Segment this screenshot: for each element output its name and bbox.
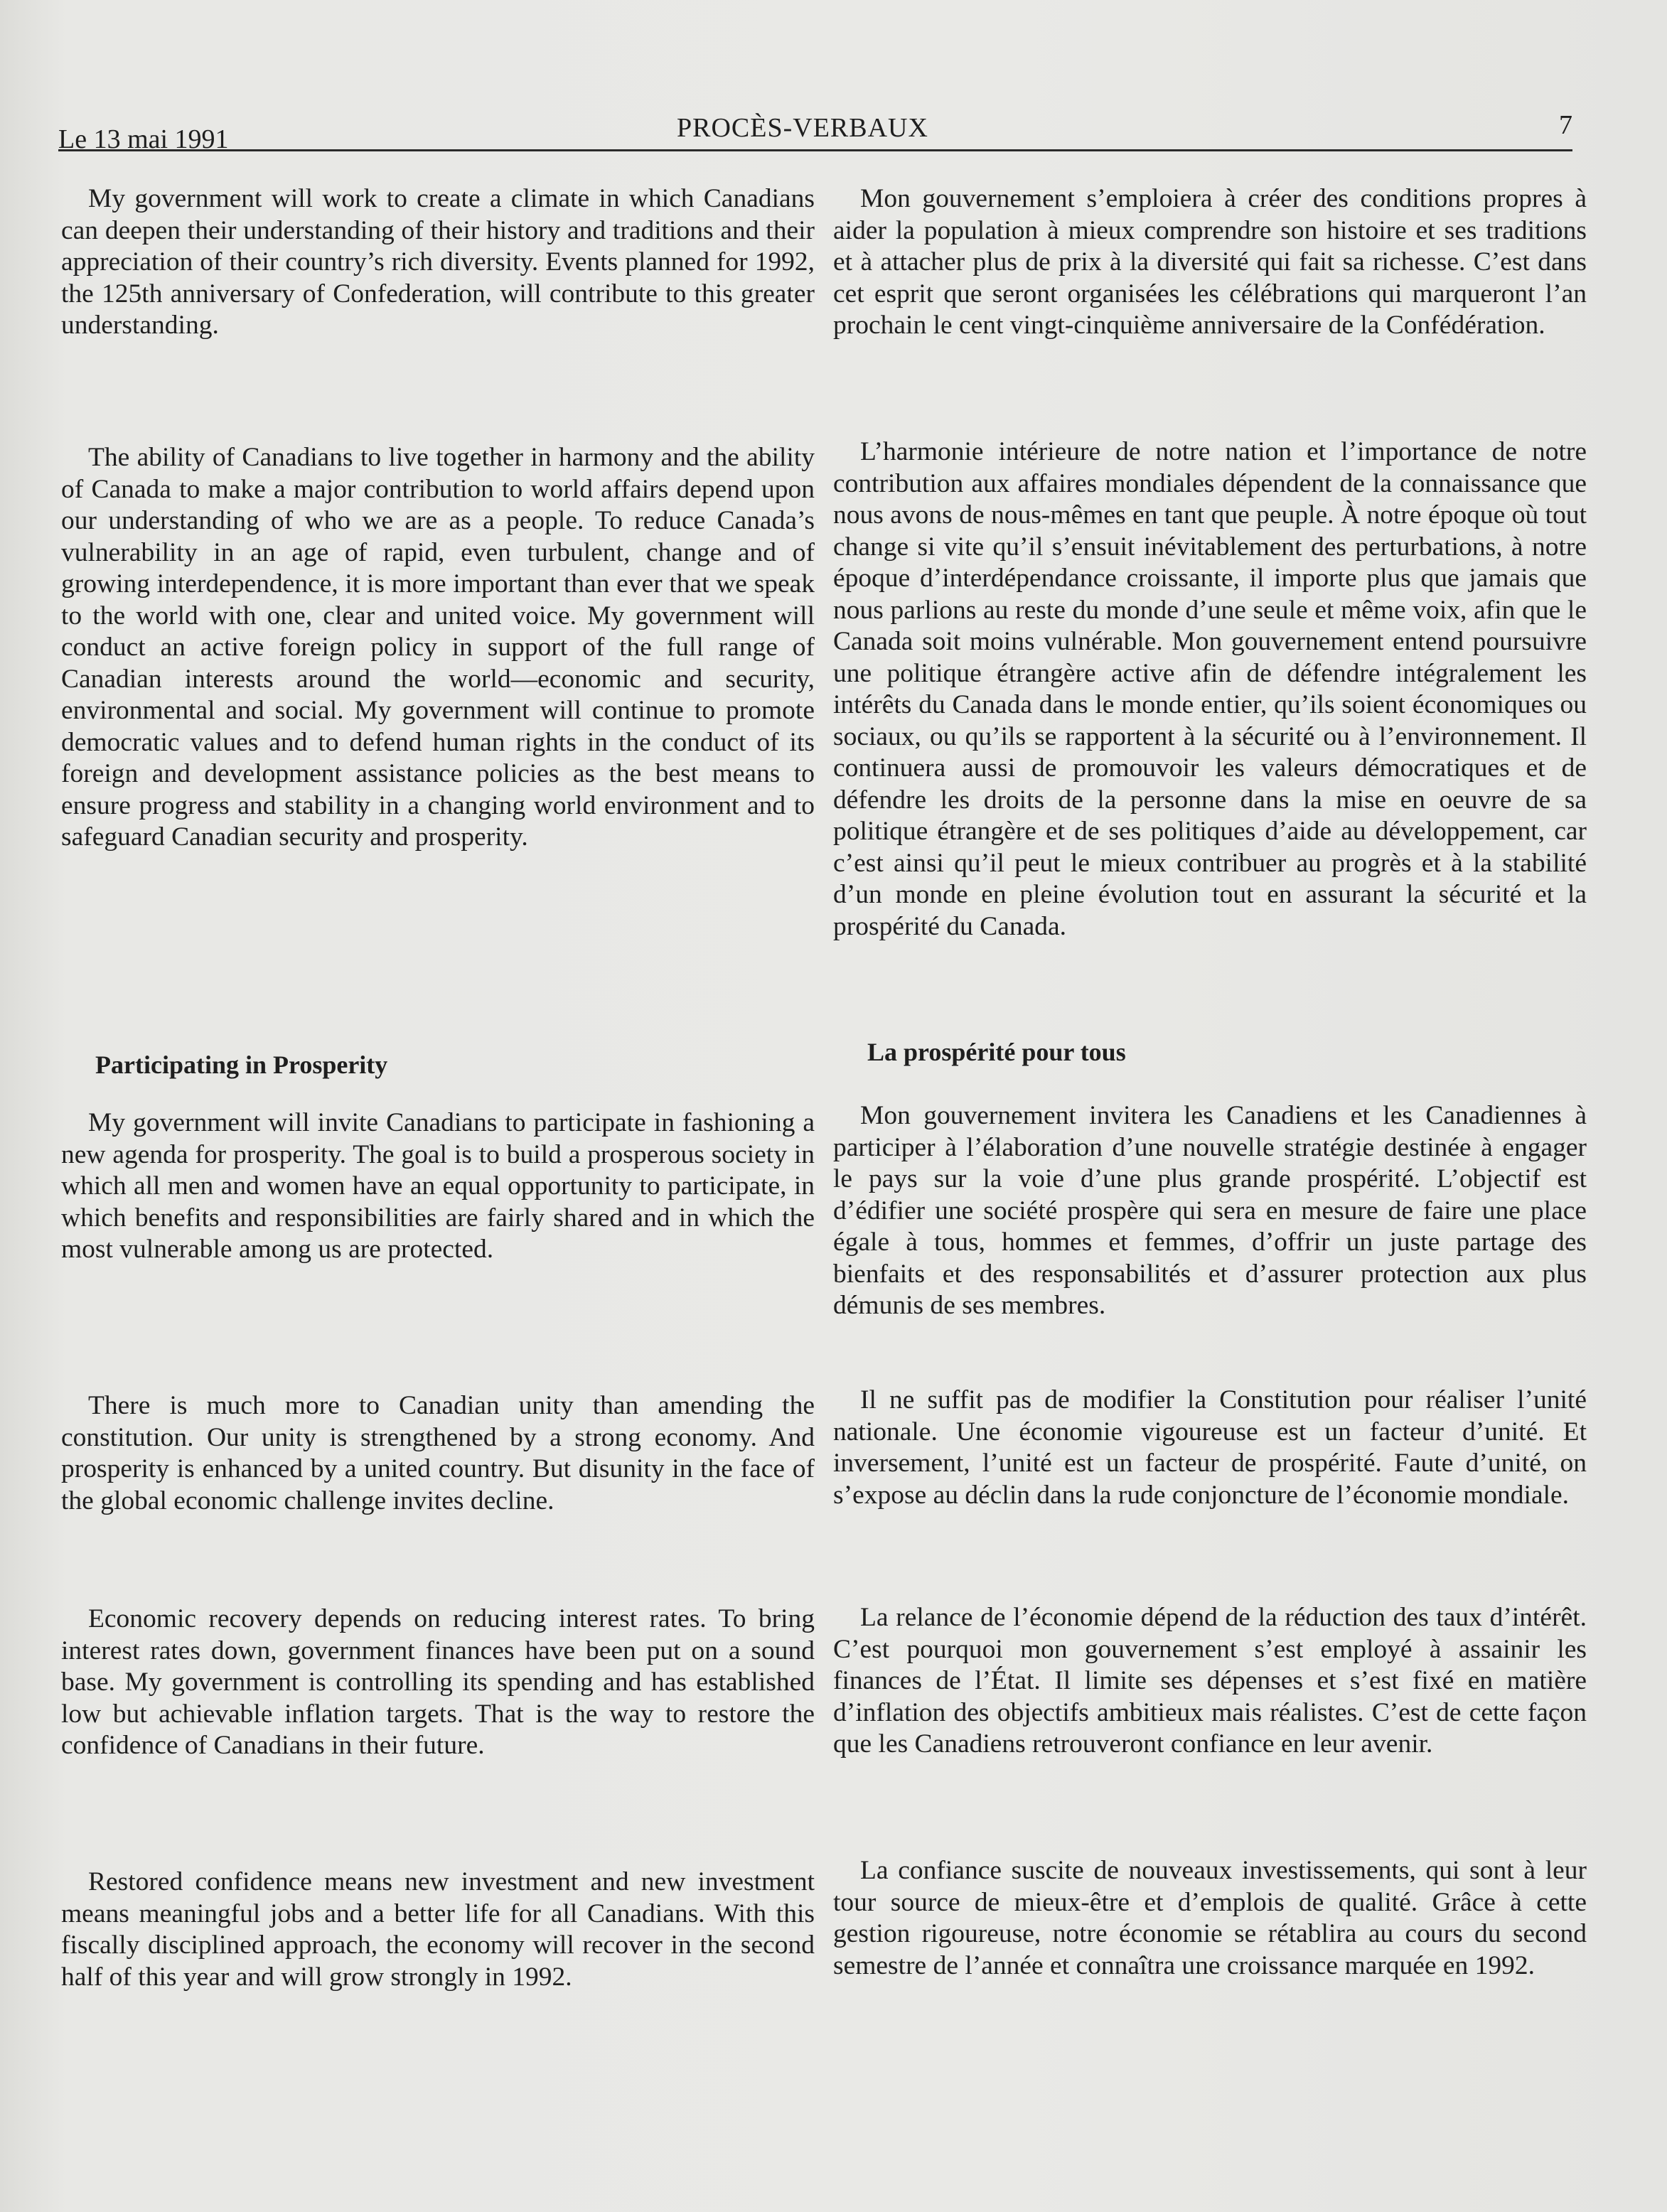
en-section-heading: Participating in Prosperity [95,1051,388,1079]
en-paragraph-2: The ability of Canadians to live together in harmony and the ability of Canada to make a major contribution to world affairs depend upon our understanding of who we are as a people. To reduce Canada’s vulnerability in an age of rapid, even turbulent, change and of growing interdependence, it is more important than ever that we speak to the world with one, clear and united voice. My government will conduct an active foreign policy in support of the full range of Canadian interests around the world—economic and security, environmental and social. My government will continue to promote democratic values and to defend human rights in the conduct of its foreign and development assistance policies as the best means to ensure progress and stability in a changing world environment and to safeguard Canadian security and prosperity. [61,443,815,852]
fr-paragraph-1: Mon gouvernement s’emploiera à créer des conditions propres à aider la population à mieux comprendre son histoire et ses traditions et à attacher plus de prix à la diversité qui fait sa richesse. C’est dans cet esprit que seront organisées les célébrations qui marqueront l’an prochain le cent vingt-cinquième anniversaire de la Confédération. [833,184,1587,340]
en-paragraph-6: Restored confidence means new investment and new investment means meaningful jobs and a better life for all Canadians. With this fiscally disciplined approach, the economy will recover in the second half of this year and will grow strongly in 1992. [61,1867,815,1992]
fr-section-heading: La prospérité pour tous [867,1038,1126,1066]
page-header [58,107,1572,154]
en-paragraph-1: My government will work to create a climate in which Canadians can deepen their understanding of their history and traditions and their appreciation of their country’s rich diversity. Events planned for 1992, the 125th anniversary of Confederation, will contribute to this greater understanding. [61,184,815,340]
header-date: Le 13 mai 1991 [58,124,229,154]
page-number: 7 [1559,110,1572,140]
fr-paragraph-5: La relance de l’économie dépend de la réduction des taux d’intérêt. C’est pourquoi mon gouvernement s’est employé à assainir les finances de l’État. Il limite ses dépenses et s’est fixé en matière d’inflation des objectifs ambitieux mais réalistes. C’est de cette façon que les Canadiens retrouveront confiance en leur avenir. [833,1603,1587,1759]
fr-paragraph-2: L’harmonie intérieure de notre nation et l’importance de notre contribution aux affaires mondiales dépendent de la connaissance que nous avons de nous-mêmes en tant que peuple. À notre époque où tout change si vite qu’il s’ensuit inévitablement des perturbations, à notre époque d’interdépendance croissante, il importe plus que jamais que nous parlions au reste du monde d’une seule et même voix, afin que le Canada soit moins vulnérable. Mon gouvernement entend poursuivre une politique étrangère active afin de défendre intégralement les intérêts du Canada dans le monde entier, qu’ils soient économiques ou sociaux, ou qu’ils se rapportent à la sécurité ou à l’environnement. Il continuera aussi de promouvoir les valeurs démocratiques et de défendre les droits de la personne dans la mise en oeuvre de sa politique étrangère et de ses politiques d’aide au développement, car c’est ainsi qu’il peut le mieux contribuer au progrès et à la stabilité d’un monde en pleine évolution tout en assurant la sécurité et la prospérité du Canada. [833,437,1587,941]
en-paragraph-3: My government will invite Canadians to participate in fashioning a new agenda for prosperity. The goal is to build a prosperous society in which all men and women have an equal opportunity to participate, in which benefits and responsibilities are fairly shared and in which the most vulnerable among us are protected. [61,1108,815,1264]
fr-paragraph-4: Il ne suffit pas de modifier la Constitution pour réaliser l’unité nationale. Une économie vigoureuse est un facteur d’unité. Et inversement, l’unité est un facteur de prospérité. Faute d’unité, on s’expose au déclin dans la rude conjoncture de l’économie mondiale. [833,1385,1587,1510]
en-paragraph-4: There is much more to Canadian unity than amending the constitution. Our unity is strengthened by a strong economy. And prosperity is enhanced by a united country. But disunity in the face of the global economic challenge invites decline. [61,1391,815,1515]
en-paragraph-5: Economic recovery depends on reducing interest rates. To bring interest rates down, government finances have been put on a sound base. My government is controlling its spending and has established low but achievable inflation targets. That is the way to restore the confidence of Canadians in their future. [61,1604,815,1760]
header-title: PROCÈS-VERBAUX [677,113,928,143]
fr-paragraph-3: Mon gouvernement invitera les Canadiens et les Canadiennes à participer à l’élaboration d’une nouvelle stratégie destinée à engager le pays sur la voie d’une plus grande prospérité. L’objectif est d’édifier une société prospère qui sera en mesure de faire une place égale à tous, hommes et femmes, d’offrir un juste partage des bienfaits et des responsabilités et d’assurer protection aux plus démunis de ses membres. [833,1101,1587,1320]
fr-paragraph-6: La confiance suscite de nouveaux investissements, qui sont à leur tour source de mieux-être et d’emplois de qualité. Grâce à cette gestion rigoureuse, notre économie se rétablira au cours du second semestre de l’année et connaîtra une croissance marquée en 1992. [833,1856,1587,1980]
